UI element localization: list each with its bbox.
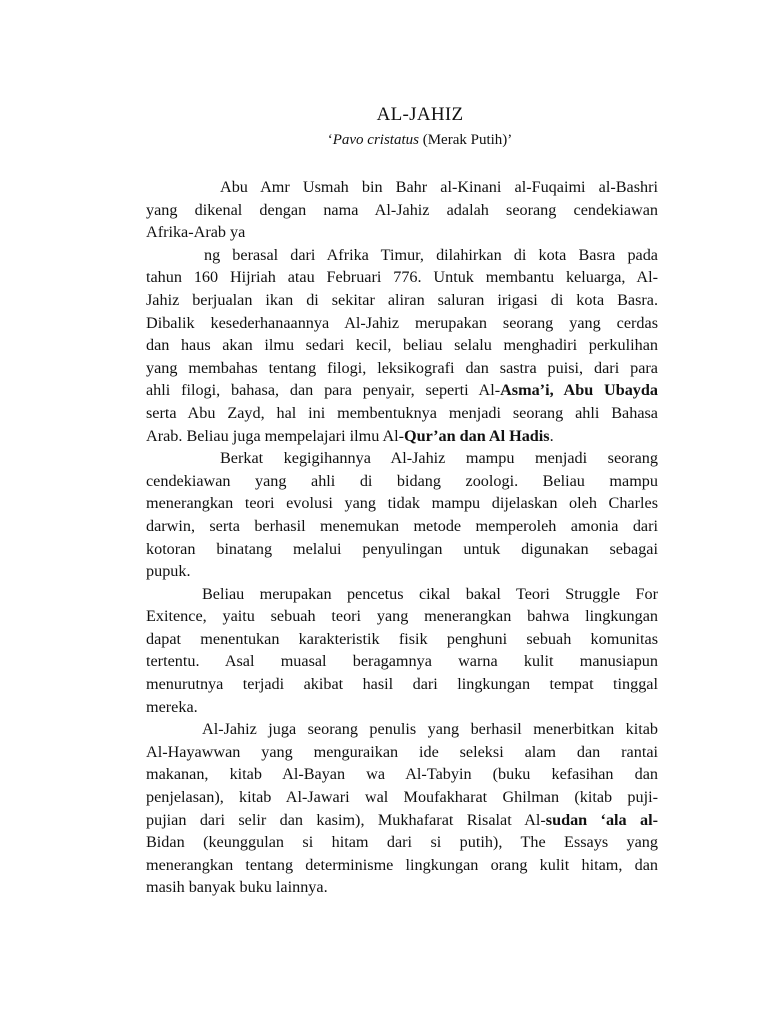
paragraph-5-line: makanan, kitab Al-Bayan wa Al-Tabyin (buku kefasihan dan xyxy=(146,765,658,784)
paragraph-2-bold-quran: Qur’an dan Al Hadis xyxy=(404,426,550,445)
paragraph-3-line: pupuk. xyxy=(146,562,191,581)
paragraph-1-line: yang dikenal dengan nama Al-Jahiz adalah seorang cendekiawan xyxy=(146,200,658,219)
paragraph-4-line: Exitence, yaitu sebuah teori yang menerangkan bahwa lingkungan xyxy=(146,607,658,626)
subtitle-open-quote: ‘ xyxy=(327,132,333,148)
body-text xyxy=(146,176,658,899)
paragraph-5-line: Bidan (keunggulan si hitam dari si putih), The Essays yang xyxy=(146,833,658,852)
paragraph-3-line: kotoran binatang melalui penyulingan untuk digunakan sebagai xyxy=(146,539,658,558)
paragraph-5-line: menerangkan tentang determinisme lingkungan orang kulit hitam, dan xyxy=(146,855,658,874)
paragraph-2-line xyxy=(146,425,658,448)
paragraph-5-line: masih banyak buku lainnya. xyxy=(146,878,328,897)
paragraph-2-line: ng berasal dari Afrika Timur, dilahirkan di kota Basra pada xyxy=(204,245,658,264)
paragraph-5-line: Al-Hayawwan yang menguraikan ide seleksi alam dan rantai xyxy=(146,742,658,761)
paragraph-2-text: ahli filogi, bahasa, dan para penyair, seperti Al- xyxy=(146,381,501,400)
document-title: AL-JAHIZ xyxy=(376,104,464,125)
paragraph-5-text: pujian dari selir dan kasim), Mukhafarat Risalat Al- xyxy=(146,810,546,829)
paragraph-2-line: Dibalik kesederhanaannya Al-Jahiz merupakan seorang yang cerdas xyxy=(146,313,658,332)
paragraph-2-line: serta Abu Zayd, hal ini membentuknya menjadi seorang ahli Bahasa xyxy=(146,403,658,422)
document-subtitle xyxy=(0,132,768,149)
paragraph-2-line: Jahiz berjualan ikan di sekitar aliran saluran irigasi di kota Basra. xyxy=(146,290,658,309)
paragraph-4-line: mereka. xyxy=(146,697,198,716)
paragraph-2-line: yang membahas tentang filogi, leksikografi dan sastra puisi, dari para xyxy=(146,358,658,377)
paragraph-2-line xyxy=(146,379,658,402)
paragraph-3-line: cendekiawan yang ahli di bidang zoologi. Beliau mampu xyxy=(146,471,658,490)
subtitle-common-name: (Merak Putih)’ xyxy=(418,132,513,148)
paragraph-2-line: tahun 160 Hijriah atau Februari 776. Untuk membantu keluarga, Al- xyxy=(146,268,658,287)
paragraph-2-bold-names: Asma’i, Abu Ubayda xyxy=(500,381,658,400)
paragraph-4-line: tertentu. Asal muasal beragamnya warna kulit manusiapun xyxy=(146,652,658,671)
paragraph-5-line: penjelasan), kitab Al-Jawari wal Moufakharat Ghilman (kitab puji- xyxy=(146,788,658,807)
paragraph-3-line: menerangkan teori evolusi yang tidak mampu dijelaskan oleh Charles xyxy=(146,494,658,513)
subtitle-scientific-name: Pavo cristatus xyxy=(332,132,419,148)
paragraph-4-line: dapat menentukan karakteristik fisik penghuni sebuah komunitas xyxy=(146,629,658,648)
paragraph-3-line: darwin, serta berhasil menemukan metode memperoleh amonia dari xyxy=(146,516,658,535)
paragraph-5-line xyxy=(146,809,658,832)
paragraph-2-text: Arab. Beliau juga mempelajari ilmu Al- xyxy=(146,426,405,445)
paragraph-5-bold-title: sudan ‘ala al- xyxy=(545,810,658,829)
paragraph-2-line: dan haus akan ilmu sedari kecil, beliau selalu menghadiri perkulihan xyxy=(146,336,658,355)
paragraph-5-line: Al-Jahiz juga seorang penulis yang berhasil menerbitkan kitab xyxy=(202,720,658,739)
paragraph-4-line: Beliau merupakan pencetus cikal bakal Teori Struggle For xyxy=(202,584,658,603)
paragraph-4-line: menurutnya terjadi akibat hasil dari lingkungan tempat tinggal xyxy=(146,675,658,694)
paragraph-1-line: Afrika-Arab ya xyxy=(146,223,246,242)
paragraph-1-line: Abu Amr Usmah bin Bahr al-Kinani al-Fuqaimi al-Bashri xyxy=(220,178,658,196)
paragraph-3-line: Berkat kegigihannya Al-Jahiz mampu menjadi seorang xyxy=(220,449,658,468)
paragraph-2-text: . xyxy=(549,426,554,445)
